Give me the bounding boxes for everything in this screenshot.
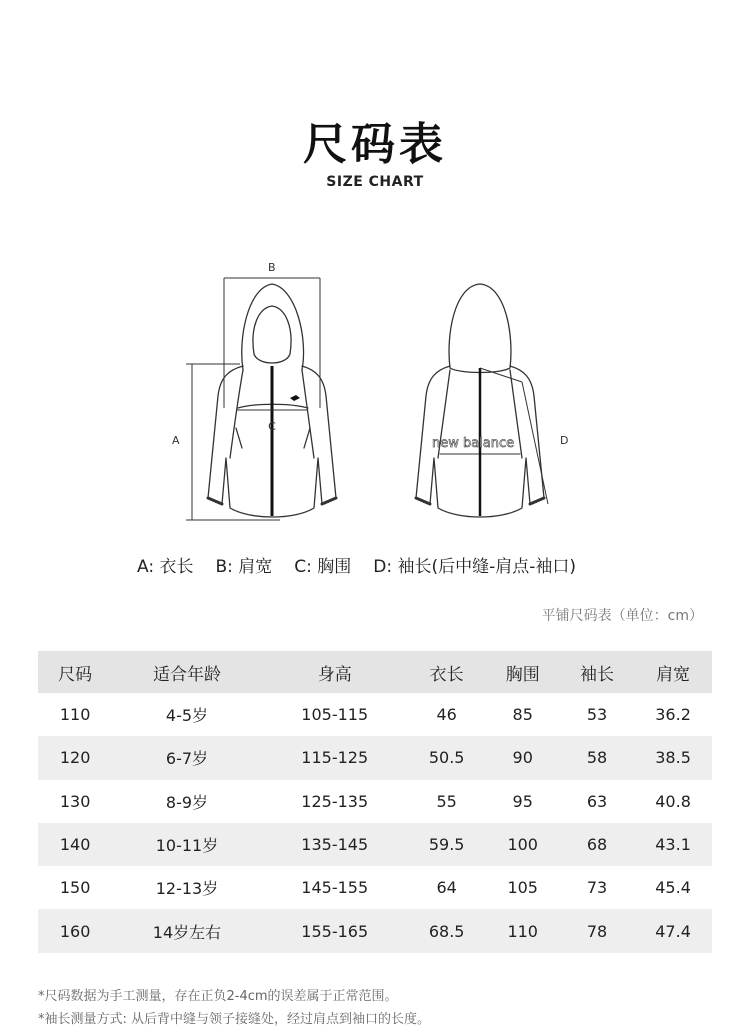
cell-shoulder: 45.4 xyxy=(655,878,691,898)
legend-item-c: C: 胸围 xyxy=(294,557,352,577)
legend-item-d: D: 袖长(后中缝-肩点-袖口) xyxy=(373,557,577,577)
label-a: A xyxy=(172,434,180,447)
cell-sleeve: 68 xyxy=(560,823,634,866)
table-row xyxy=(38,823,712,866)
header-length: 衣长 xyxy=(408,651,486,693)
cell-height: 125-135 xyxy=(301,791,369,811)
table-row xyxy=(38,866,712,909)
cell-chest: 100 xyxy=(486,823,560,866)
jacket-measurement-diagram xyxy=(150,258,600,528)
page-title: 尺码表 xyxy=(303,119,447,170)
cell-sleeve: 63 xyxy=(586,791,608,811)
header-age: 适合年龄 xyxy=(112,651,261,693)
cell-sleeve: 58 xyxy=(560,736,634,779)
cell-length: 55 xyxy=(436,791,457,811)
cell-shoulder: 38.5 xyxy=(634,736,712,779)
unit-note: 平铺尺码表（单位：cm） xyxy=(541,608,703,624)
cell-shoulder: 40.8 xyxy=(655,791,691,811)
cell-sleeve: 78 xyxy=(560,909,634,952)
cell-height: 135-145 xyxy=(262,823,408,866)
cell-age: 12-13岁 xyxy=(155,879,219,899)
table-row xyxy=(38,736,712,779)
header-chest: 胸围 xyxy=(486,651,560,693)
table-header-row xyxy=(38,651,712,693)
cell-age: 8-9岁 xyxy=(165,792,209,812)
table-row xyxy=(38,909,712,952)
cell-chest: 105 xyxy=(507,878,538,898)
cell-shoulder: 43.1 xyxy=(634,823,712,866)
page-subtitle: SIZE CHART xyxy=(326,174,424,190)
cell-height: 105-115 xyxy=(301,705,369,725)
cell-size: 150 xyxy=(59,878,91,898)
cell-size: 160 xyxy=(38,909,112,952)
header-shoulder: 肩宽 xyxy=(634,651,712,693)
header-size: 尺码 xyxy=(38,651,112,693)
jacket-illustration xyxy=(150,258,600,528)
cell-length: 59.5 xyxy=(408,823,486,866)
cell-size: 120 xyxy=(38,736,112,779)
measure-a-lines xyxy=(186,364,280,520)
footnote-sleeve-method: *袖长测量方式: 从后背中缝与领子接缝处，经过肩点到袖口的长度。 xyxy=(38,1012,431,1027)
cell-age: 4-5岁 xyxy=(165,706,209,726)
cell-length: 64 xyxy=(436,878,457,898)
cell-chest: 110 xyxy=(486,909,560,952)
size-table xyxy=(38,651,712,953)
legend-item-b: B: 肩宽 xyxy=(215,557,273,577)
cell-length: 50.5 xyxy=(408,736,486,779)
cell-height: 155-165 xyxy=(262,909,408,952)
measurement-legend xyxy=(137,552,576,577)
cell-length: 46 xyxy=(436,705,457,725)
cell-chest: 85 xyxy=(512,705,533,725)
footnote-measurement-error: *尺码数据为手工测量，存在正负2-4cm的误差属于正常范围。 xyxy=(38,989,398,1004)
back-brand-text: new balance xyxy=(432,436,515,451)
legend-item-a: A: 衣长 xyxy=(137,557,194,577)
cell-height: 115-125 xyxy=(262,736,408,779)
cell-chest: 90 xyxy=(486,736,560,779)
cell-height: 145-155 xyxy=(301,878,369,898)
cell-age: 10-11岁 xyxy=(112,823,261,866)
cell-chest: 95 xyxy=(512,791,533,811)
table-row xyxy=(38,693,712,736)
label-c: C xyxy=(268,420,276,433)
cell-sleeve: 73 xyxy=(586,878,608,898)
cell-age: 6-7岁 xyxy=(112,736,261,779)
label-d: D xyxy=(560,434,569,447)
cell-length: 68.5 xyxy=(408,909,486,952)
brand-logo-icon xyxy=(290,395,300,401)
cell-size: 110 xyxy=(59,705,91,725)
cell-size: 130 xyxy=(59,791,91,811)
table-row xyxy=(38,780,712,823)
cell-size: 140 xyxy=(38,823,112,866)
cell-shoulder: 47.4 xyxy=(634,909,712,952)
label-b: B xyxy=(268,261,276,274)
header-height: 身高 xyxy=(262,651,408,693)
cell-sleeve: 53 xyxy=(586,705,608,725)
cell-shoulder: 36.2 xyxy=(655,705,691,725)
header-sleeve: 袖长 xyxy=(560,651,634,693)
cell-age: 14岁左右 xyxy=(112,909,261,952)
